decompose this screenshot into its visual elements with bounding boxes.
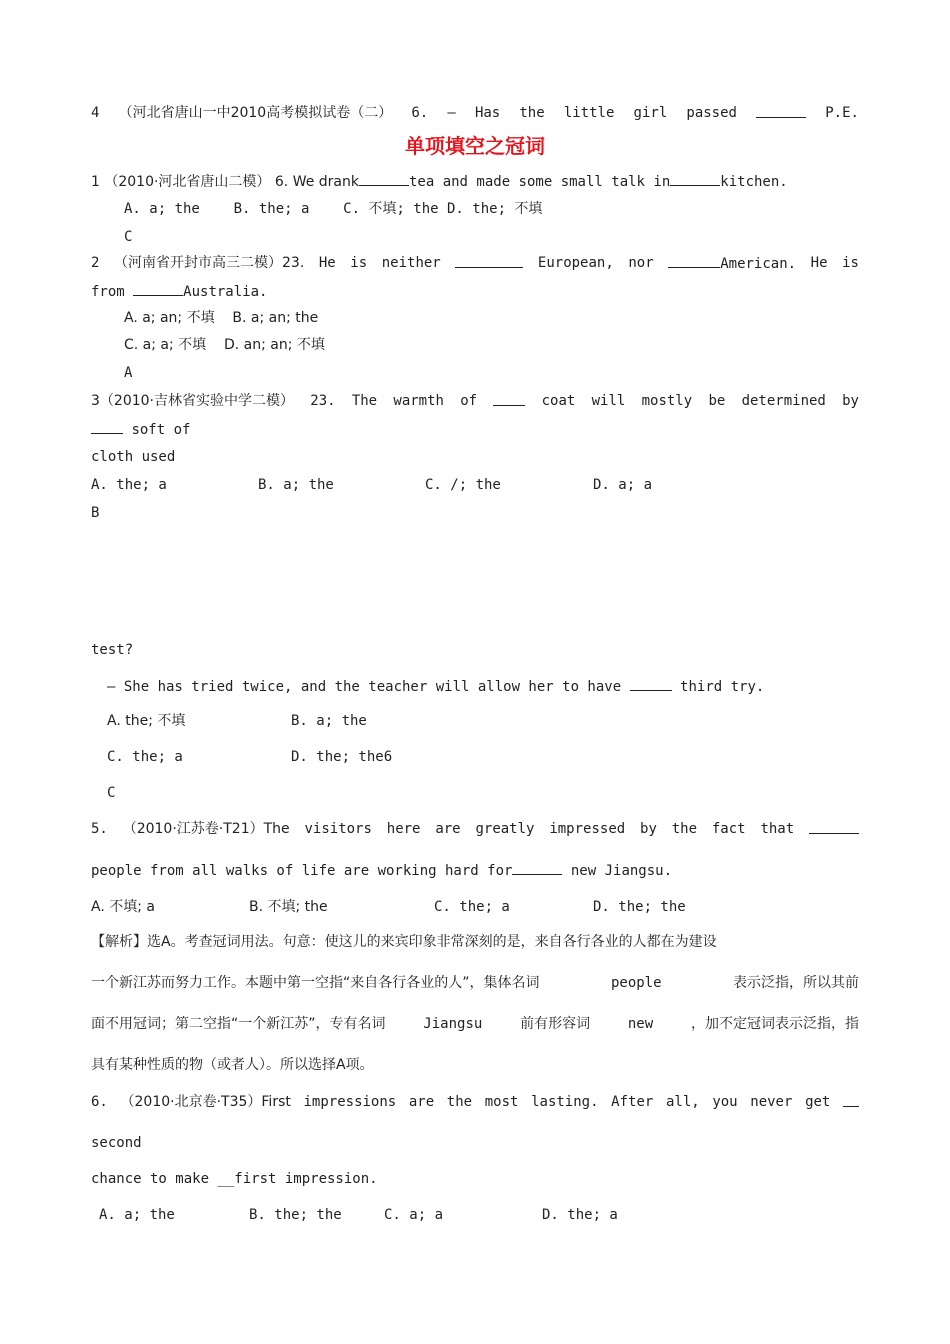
q5-option-b: B. 不填; the <box>249 899 328 915</box>
analysis-line2 <box>91 974 859 992</box>
word: visitors <box>304 821 372 837</box>
analysis-text: 前有形容词 <box>520 1016 591 1032</box>
word: people from all walks of life are working hard for <box>91 863 513 879</box>
question-source: （2010·江苏卷·T21）The <box>122 821 290 837</box>
word: passed <box>686 105 737 121</box>
answer-blank <box>756 104 806 118</box>
header-question-line <box>91 104 859 122</box>
word: of <box>460 393 478 409</box>
word: all, <box>665 1094 700 1110</box>
answer-blank <box>359 172 409 186</box>
word: never <box>750 1094 793 1110</box>
word: the <box>519 105 545 121</box>
word: He <box>318 255 336 271</box>
word: determined <box>741 393 826 409</box>
question-number: 6. <box>91 1094 108 1110</box>
word: 23. <box>310 393 336 409</box>
word: lasting. <box>531 1094 599 1110</box>
q6-stem-line2: second <box>91 1135 142 1151</box>
dialogue-dash: — <box>447 105 456 121</box>
answer-blank <box>630 677 672 691</box>
word: impressed <box>549 821 626 837</box>
answer-blank <box>809 820 859 834</box>
q3-stem-line2 <box>91 420 190 439</box>
analysis-text: 表示泛指，所以其前 <box>733 975 859 991</box>
analysis-text: 一个新江苏而努力工作。本题中第一空指“来自各行各业的人”，集体名词 <box>91 975 540 991</box>
q3-stem-line1 <box>91 392 859 410</box>
word: new Jiangsu. <box>570 863 673 879</box>
analysis-text: ，加不定冠词表示泛指，指 <box>690 1016 859 1032</box>
word: most <box>484 1094 519 1110</box>
word: The <box>351 393 378 409</box>
q1-stem <box>91 172 788 191</box>
question-sub-number: 6. <box>411 105 429 121</box>
answer-blank <box>843 1093 859 1107</box>
q4-option-a: A. the; 不填 <box>107 713 186 729</box>
analysis-term: Jiangsu <box>423 1016 483 1032</box>
q2-stem-line2 <box>91 282 267 301</box>
q6-stem-line3: chance to make __first impression. <box>91 1171 378 1187</box>
page-title: 单项填空之冠词 <box>405 134 545 158</box>
word: by <box>842 393 859 409</box>
q1-prefix: 1 （2010·河北省唐山二模） 6. We drank <box>91 174 359 190</box>
q5-option-a: A. 不填; a <box>91 899 155 915</box>
word: European, <box>537 255 614 271</box>
word: neither <box>381 255 441 271</box>
q5-stem-line1 <box>91 820 859 838</box>
q4-option-d: D. the; the6 <box>291 749 393 765</box>
word: After <box>611 1094 654 1110</box>
word: fact <box>711 821 746 837</box>
q4-option-c: C. the; a <box>107 749 183 765</box>
word: soft of <box>131 422 191 438</box>
word: is <box>350 255 368 271</box>
word: greatly <box>475 821 535 837</box>
word: coat <box>541 393 576 409</box>
q3-option-d: D. a; a <box>593 477 653 493</box>
word: are <box>408 1094 435 1110</box>
analysis-text: 面不用冠词；第二空指“一个新江苏”，专有名词 <box>91 1016 386 1032</box>
analysis-line1 <box>91 933 859 951</box>
analysis-term: new <box>627 1016 654 1032</box>
word: are <box>435 821 461 837</box>
analysis-term: people <box>610 975 662 991</box>
q1-answer: C <box>124 229 133 245</box>
q4-option-b: B. a; the <box>291 713 367 729</box>
q1-end: kitchen. <box>720 174 788 190</box>
word: by <box>640 821 657 837</box>
word: Has <box>474 105 501 121</box>
word: little <box>563 105 615 121</box>
word: will <box>591 393 626 409</box>
question-source: 3（2010·吉林省实验中学二模） <box>91 393 294 409</box>
q3-option-c: C. /; the <box>425 477 501 493</box>
word: American. <box>720 256 797 272</box>
answer-blank <box>91 420 123 434</box>
q5-stem-line2 <box>91 861 672 880</box>
q3-answer: B <box>91 505 100 521</box>
answer-blank <box>512 861 562 875</box>
q3-stem-line3: cloth used <box>91 449 176 465</box>
answer-blank <box>668 254 720 268</box>
q6-option-a: A. a; the <box>99 1207 175 1223</box>
analysis-text: 【解析】选A。考查冠词用法。句意：使这儿的来宾印象非常深刻的是，来自各行各业的人都在为建设 <box>91 934 717 950</box>
word: nor <box>628 255 654 271</box>
question-number: 5. <box>91 821 108 837</box>
q4-stem-line2 <box>107 677 764 696</box>
word: from <box>91 284 125 300</box>
word: Australia. <box>183 284 268 300</box>
answer-blank <box>455 254 523 268</box>
q6-option-b: B. the; the <box>249 1207 342 1223</box>
word: third try. <box>680 679 765 695</box>
q5-option-c: C. the; a <box>434 899 510 915</box>
word: impressions <box>303 1094 397 1110</box>
q2-stem-line1 <box>91 254 859 273</box>
analysis-line4: 具有某种性质的物（或者人）。所以选择A项。 <box>91 1057 374 1073</box>
word: — She has tried twice, and the teacher will allow her to have <box>107 679 622 695</box>
answer-blank <box>670 172 720 186</box>
word: He <box>810 255 828 271</box>
word: warmth <box>393 393 444 409</box>
q3-option-a: A. the; a <box>91 477 167 493</box>
question-source: （河南省开封市高三二模）23. <box>114 255 305 271</box>
q6-stem-line1 <box>91 1093 859 1111</box>
word: P.E. <box>825 105 859 121</box>
q4-answer: C <box>107 785 116 801</box>
analysis-line3 <box>91 1015 859 1033</box>
q1-mid: tea and made some small talk in <box>408 174 671 190</box>
word: the <box>671 821 698 837</box>
word: the <box>446 1094 473 1110</box>
word: here <box>386 821 421 837</box>
question-number: 2 <box>91 255 100 271</box>
q3-option-b: B. a; the <box>258 477 334 493</box>
q2-options-row2: C. a; a; 不填 D. an; an; 不填 <box>124 337 325 353</box>
answer-blank <box>493 392 525 406</box>
q5-option-d: D. the; the <box>593 899 686 915</box>
word: is <box>842 255 859 271</box>
word: mostly <box>641 393 693 409</box>
question-number: 4 <box>91 105 100 121</box>
question-source: （2010·北京卷·T35）First <box>120 1094 291 1110</box>
q6-option-d: D. the; a <box>542 1207 618 1223</box>
answer-blank <box>133 282 183 296</box>
word: you <box>712 1094 738 1110</box>
q2-answer: A <box>124 365 133 381</box>
word: be <box>708 393 726 409</box>
question-source: （河北省唐山一中2010高考模拟试卷（二） <box>118 105 393 121</box>
word: get <box>805 1094 831 1110</box>
word: girl <box>633 105 668 121</box>
q4-stem-line1: test? <box>91 642 134 658</box>
q2-options-row1: A. a; an; 不填 B. a; an; the <box>124 310 319 326</box>
q1-options: A. a; the B. the; a C. 不填; the D. the; 不填 <box>124 201 543 217</box>
q6-option-c: C. a; a <box>384 1207 444 1223</box>
word: that <box>760 821 795 837</box>
